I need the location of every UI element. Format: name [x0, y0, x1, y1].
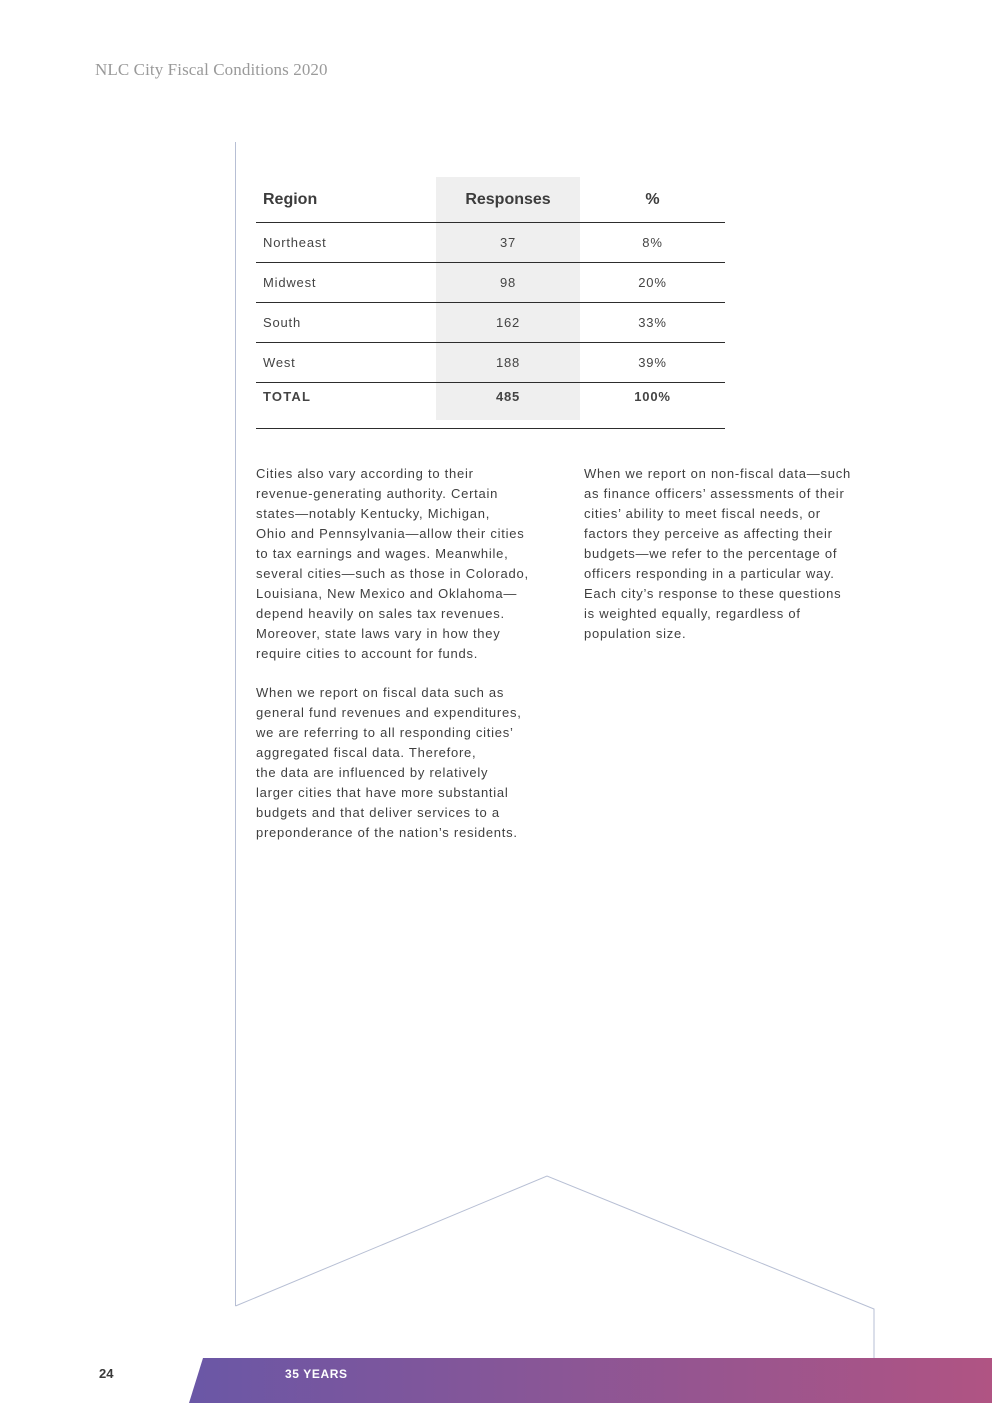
- cell-responses: 37: [436, 223, 580, 263]
- page-number: 24: [99, 1366, 114, 1381]
- table-header-row: [256, 177, 725, 223]
- cell-percent: 20%: [580, 263, 725, 303]
- cell-region: Midwest: [256, 263, 436, 303]
- cell-percent: 39%: [580, 343, 725, 383]
- cell-region: Northeast: [256, 223, 436, 263]
- cell-total-percent: 100%: [580, 383, 725, 429]
- column-header-region: Region: [256, 177, 436, 223]
- cell-responses: 188: [436, 343, 580, 383]
- cell-region: West: [256, 343, 436, 383]
- footer-label: 35 YEARS: [285, 1367, 348, 1381]
- cell-responses: 98: [436, 263, 580, 303]
- column-header-percent: %: [580, 177, 725, 223]
- region-responses-table: [256, 177, 725, 429]
- body-paragraph-non-fiscal-data: When we report on non-fiscal data—such as finance officers’ assessments of their cities’ ability to meet fiscal needs, or factors they perceive as affecting their budgets—we refer to the percentage of officers responding in a particular way. Each city’s response to these questions is weighted equally, regardless of population size.: [584, 466, 851, 641]
- cell-percent: 8%: [580, 223, 725, 263]
- cell-percent: 33%: [580, 303, 725, 343]
- cell-region: South: [256, 303, 436, 343]
- table-total-row: [256, 383, 725, 429]
- table-row: [256, 223, 725, 263]
- column-header-responses: Responses: [436, 177, 580, 223]
- cell-responses: 162: [436, 303, 580, 343]
- table-row: [256, 343, 725, 383]
- cell-total-responses: 485: [436, 383, 580, 429]
- cell-total-label: TOTAL: [256, 383, 436, 429]
- body-paragraph-revenue-authority: Cities also vary according to their revenue-generating authority. Certain states—notably Kentucky, Michigan, Ohio and Pennsylvania—allow their cities to tax earnings and wages. Meanwhile, several cities—such as those in Colorado, Louisiana, New Mexico and Oklahoma— depend heavily on sales tax revenues. Moreover, state laws vary in how they require cities to account for funds.: [256, 466, 529, 661]
- body-paragraph-fiscal-data: When we report on fiscal data such as general fund revenues and expenditures, we are referring to all responding cities’ aggregated fiscal data. Therefore, the data are influenced by relatively larger cities that have more substantial budgets and that deliver services to a preponderance of the nation’s residents.: [256, 685, 522, 840]
- table-row: [256, 303, 725, 343]
- running-header: NLC City Fiscal Conditions 2020: [95, 60, 328, 79]
- table-row: [256, 263, 725, 303]
